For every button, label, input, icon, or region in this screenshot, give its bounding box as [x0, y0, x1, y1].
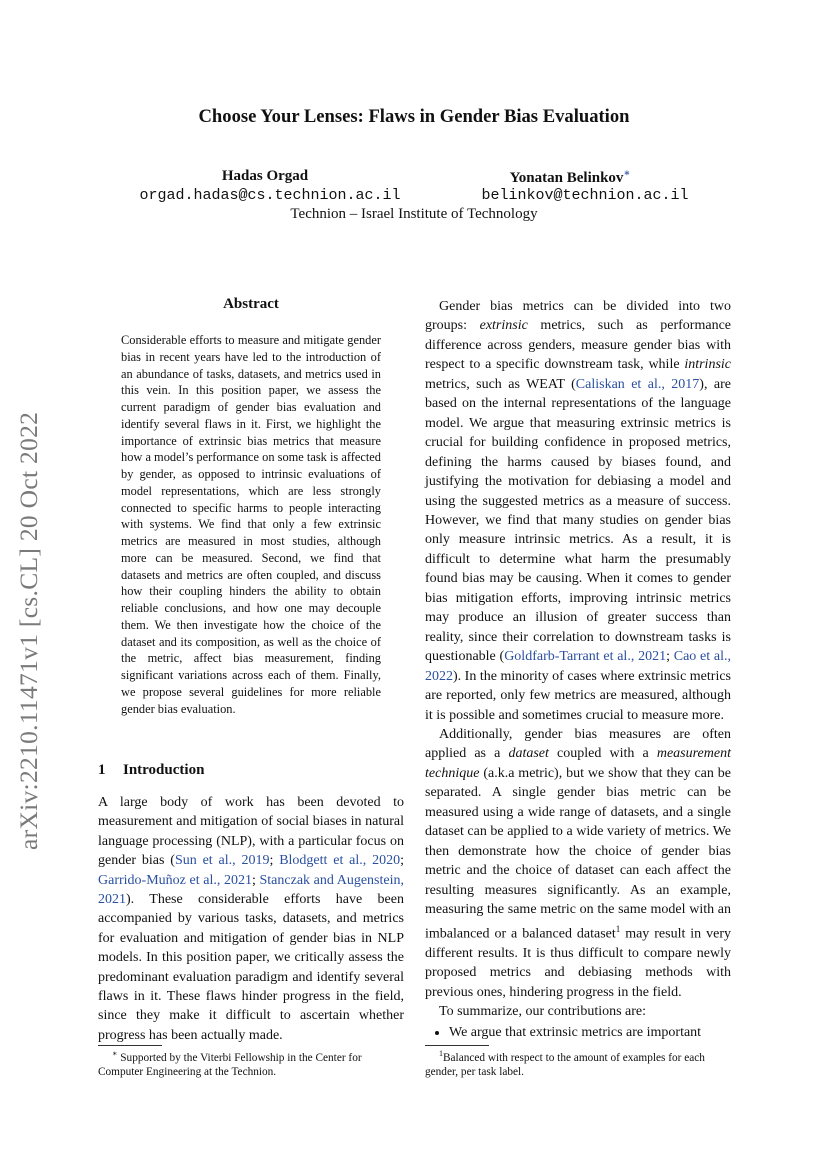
paragraph-summary: To summarize, our contributions are: — [439, 1003, 647, 1019]
left-column-body — [98, 793, 404, 1045]
arxiv-identifier[interactable]: arXiv:2210.11471v1 [cs.CL] 20 Oct 2022 — [14, 411, 43, 850]
footnote-rule — [98, 1045, 162, 1046]
footnote-rule — [425, 1045, 489, 1046]
affiliation: Technion – Israel Institute of Technology — [290, 206, 538, 222]
author-2-name: Yonatan Belinkov∗ — [509, 168, 631, 186]
author-1-name: Hadas Orgad — [221, 168, 309, 184]
paragraph-metrics: Gender bias metrics can be divided into two groups: extrinsic metrics, such as performance difference across genders, measure gender bias with respect to a specific downstream task, while intrinsic metrics, such as WEAT (Caliskan et al., 2017), are based on the internal representations of the language model. We argue that measuring extrinsic metrics is crucial for building confidence in proposed metrics, defining the harms caused by biases found, and justifying the motivation for debiasing a model and using the suggested metrics as a measure of success. However, we find that many studies on gender bias only measure intrinsic metrics. As a result, it is difficult to determine what harm the presumably found bias may be causing. When it comes to gender bias mitigation efforts, improving intrinsic metrics may produce an illusion of greater success than reality, since their correlation to downstream tasks is questionable (Goldfarb-Tarrant et al., 2021; Cao et al., 2022). In the minority of cases where extrinsic metrics are reported, only few metrics are measured, although it is possible and sometimes crucial to measure more. — [425, 299, 732, 723]
intro-paragraph: A large body of work has been devoted to measurement and mitigation of social biases in natural language processing (NLP), with a particular focus on gender bias (Sun et al., 2019; Blodgett et al., 2020; Garrido-Muñoz et al., 2021; Stanczak and Augenstein, 2021). These considerable efforts have been accompanied by various tasks, datasets, and metrics for evaluation and mitigation of gender bias in NLP models. In this position paper, we critically assess the predominant evaluation paradigm and identify several flaws in it. These flaws hinder progress in the field, since they make it difficult to ascertain whether progress has been actually made. — [98, 795, 404, 1043]
right-column-body — [425, 297, 731, 1043]
citation-link[interactable]: Sun et al., 2019 — [174, 853, 270, 869]
paragraph-datasets: Additionally, gender bias measures are often applied as a dataset coupled with a measurement technique (a.k.a metric), but we show that they can be separated. A single gender bias metric can be measured using a wide range of datasets, and a single dataset can be applied to a wide variety of metrics. We then demonstrate how the choice of gender bias metric and the choice of dataset can each affect the resulting measures significantly. As an example, measuring the same metric on the same model with an imbalanced or a balanced dataset$^1$ may result in very different results. It is thus difficult to compare newly proposed metrics and debiasing methods with previous ones, hindering progress in the field. — [425, 726, 731, 1000]
author-2-email[interactable]: belinkov@technion.ac.il — [481, 187, 689, 204]
footnote-right: $^1$Balanced with respect to the amount of examples for each gender, per task label. — [425, 1049, 705, 1079]
contributions-list — [425, 1023, 731, 1042]
abstract-heading: Abstract — [223, 296, 279, 312]
author-1-email[interactable]: orgad.hadas@cs.technion.ac.il — [139, 187, 401, 204]
footnote-left: ∗ Supported by the Viterbi Fellowship in the Center for Computer Engineering at the Technion. — [98, 1049, 362, 1079]
section-number: 1 — [98, 762, 106, 778]
citation-link[interactable]: Goldfarb-Tarrant et al., 2021 — [504, 649, 667, 665]
citation-link[interactable]: Stanczak and Augenstein, 2021 — [98, 872, 404, 908]
citation-link[interactable]: Garrido-Muñoz et al., 2021 — [98, 872, 252, 888]
section-heading — [98, 762, 204, 779]
footnote-mark[interactable]: 1 — [615, 923, 621, 934]
citation-link[interactable]: Blodgett et al., 2020 — [279, 853, 401, 869]
citation-link[interactable]: Caliskan et al., 2017 — [575, 376, 700, 392]
abstract-text: Considerable efforts to measure and mitigate gender bias in recent years have led to the introduction of an abundance of tasks, datasets, and metrics used in this vein. In this position paper, we assess the current paradigm of gender bias evaluation and identify several flaws in it. First, we highlight the importance of extrinsic bias metrics that measure how a model’s performance on some task is affected by gender, as opposed to intrinsic evaluations of model representations, which are less strongly connected to specific harms to people interacting with systems. We find that only a few extrinsic metrics are measured in most studies, although more can be measured. Second, we find that datasets and metrics are often coupled, and discuss how their coupling hinders the ability to obtain reliable conclusions, and how one may decouple them. We then investigate how the choice of the dataset and its composition, as well as the choice of the metric, affect bias measurement, finding significant variations across each of them. Finally, we propose several guidelines for more reliable gender bias evaluation. — [121, 333, 381, 716]
citation-link[interactable]: Cao et al., 2022 — [425, 649, 732, 684]
list-item: • We argue that extrinsic metrics are important — [449, 1023, 731, 1042]
paper-title: Choose Your Lenses: Flaws in Gender Bias Evaluation — [198, 106, 630, 127]
section-title: Introduction — [123, 762, 205, 778]
author-2-footnote-mark[interactable]: ∗ — [623, 168, 631, 179]
